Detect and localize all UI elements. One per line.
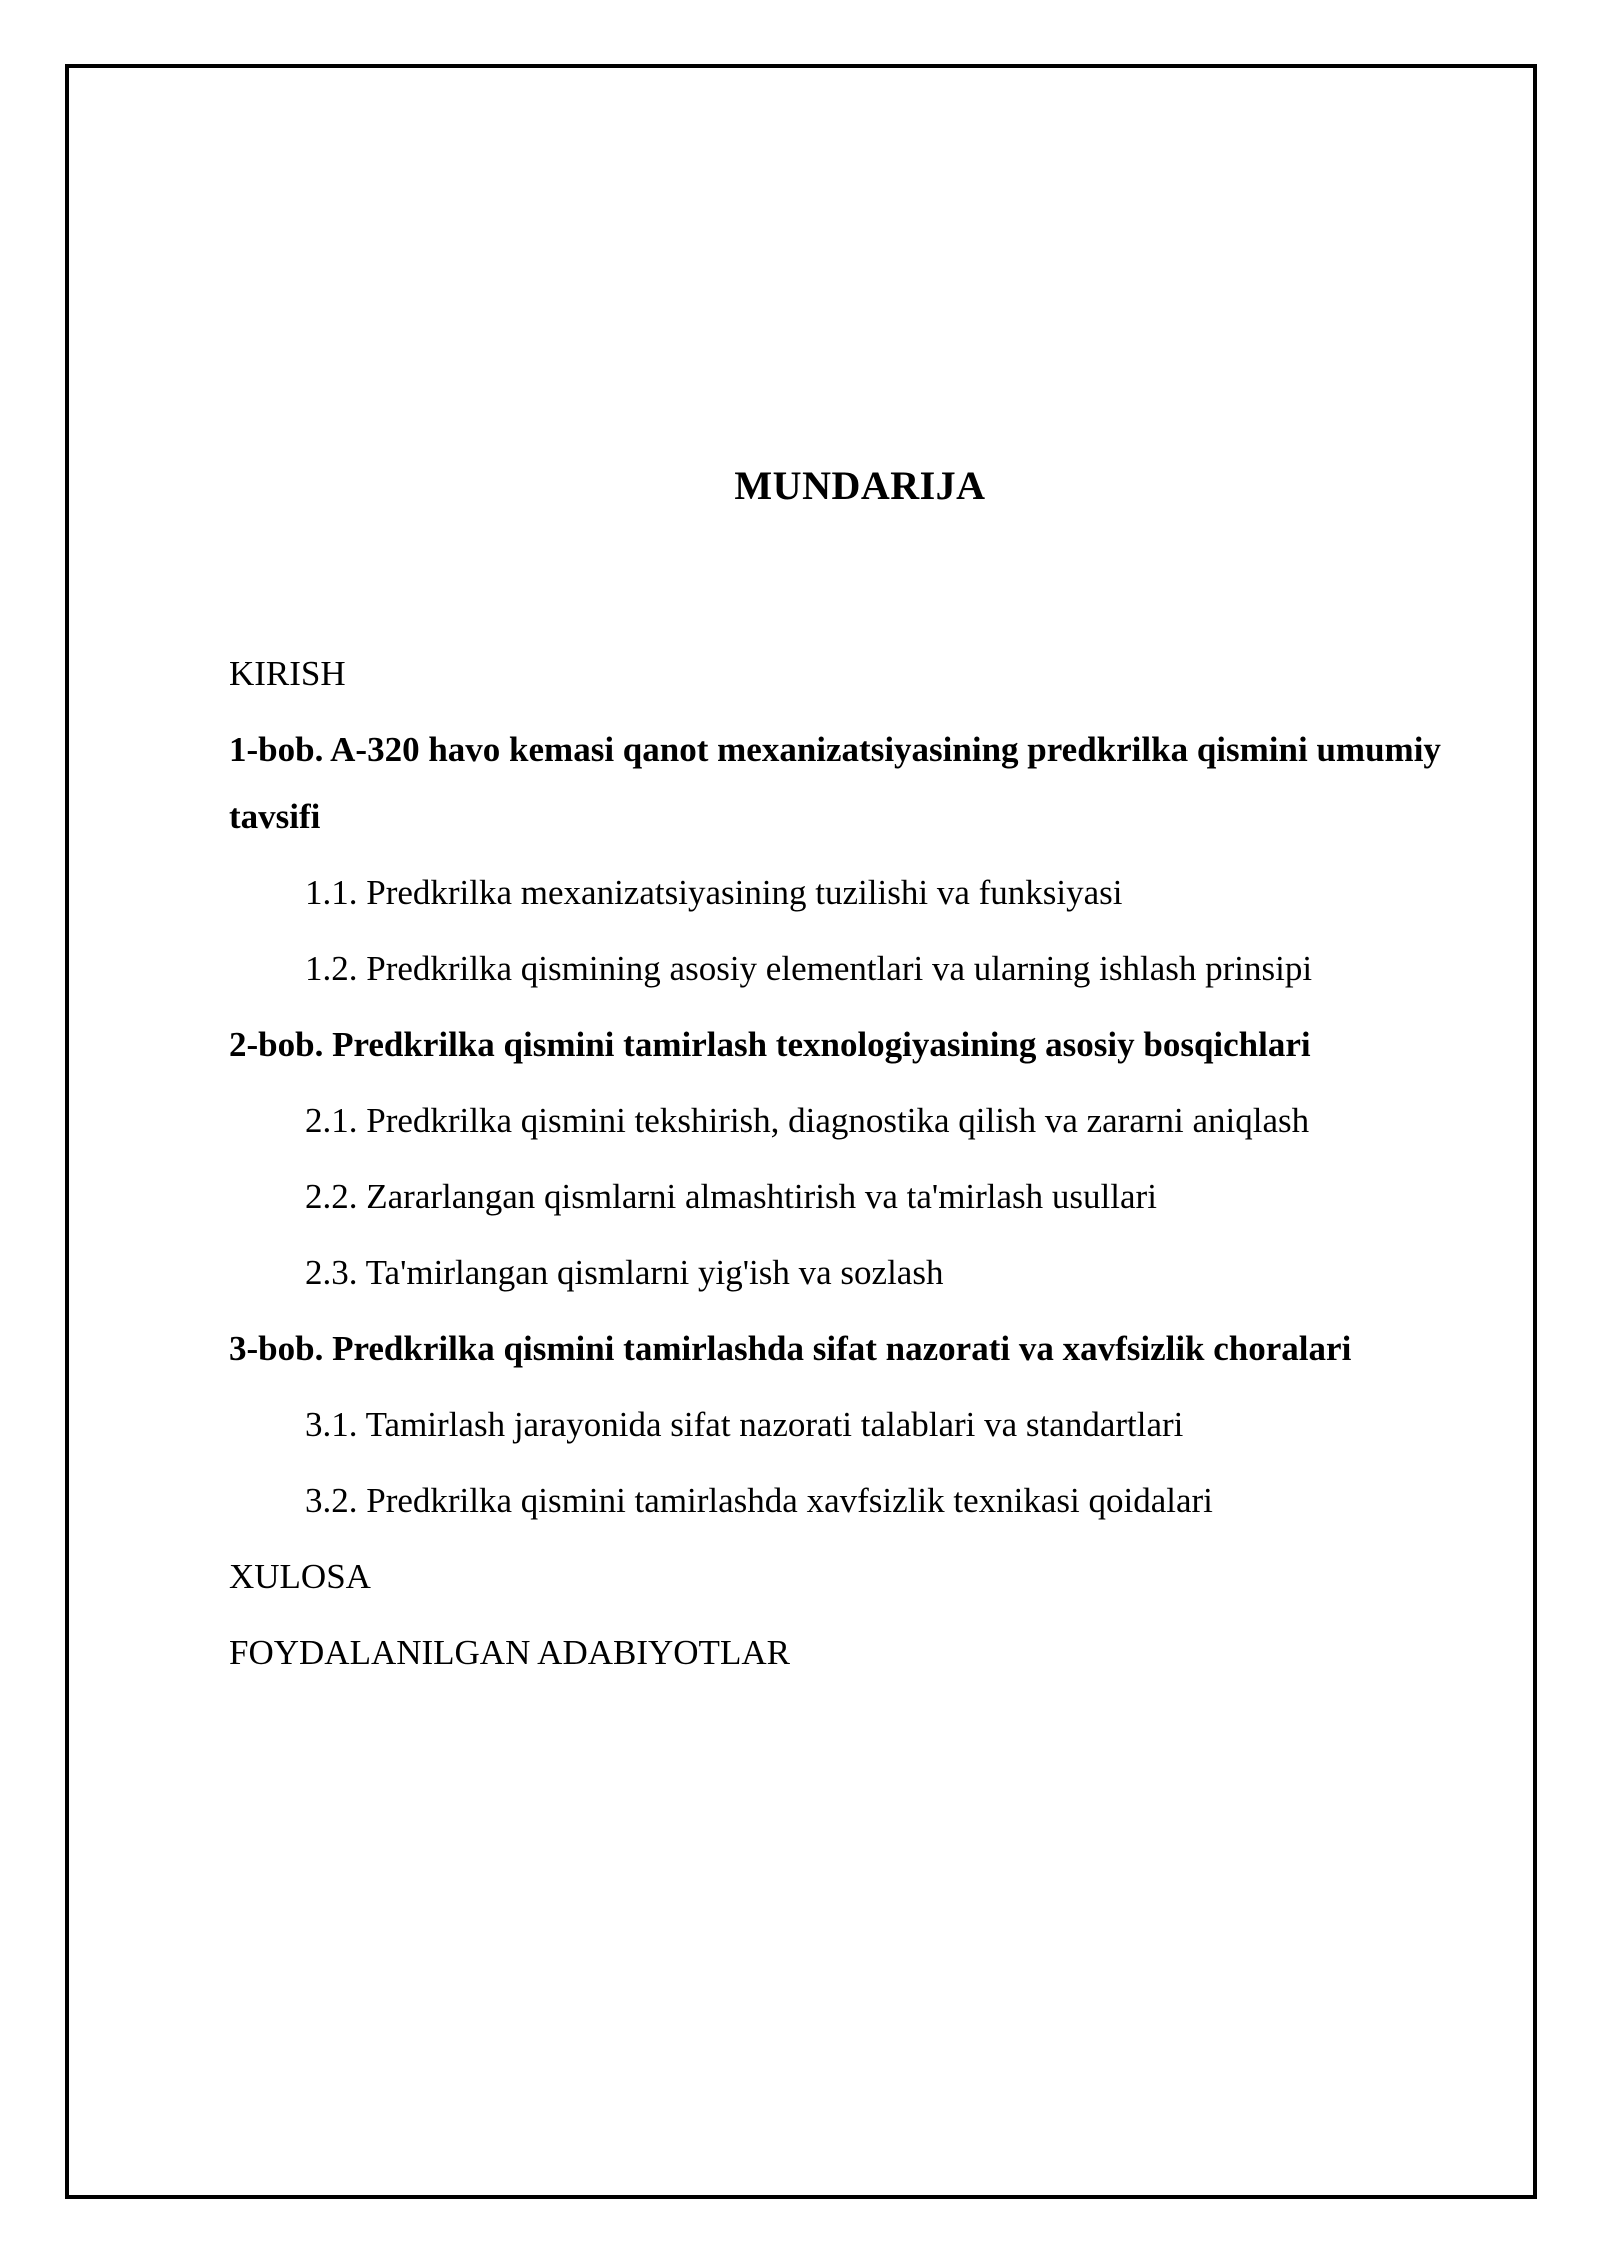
toc-subsection-1-1: 1.1. Predkrilka mexanizatsiyasining tuzilishi va funksiyasi [305,873,1123,912]
toc-entry-xulosa: XULOSA [229,1557,371,1596]
toc-entry-kirish: KIRISH [229,654,346,693]
toc-subsection-3-1: 3.1. Tamirlash jarayonida sifat nazorati talablari va standartlari [305,1405,1184,1444]
page-title: MUNDARIJA [734,463,986,508]
toc-subsection-2-1: 2.1. Predkrilka qismini tekshirish, diagnostika qilish va zararni aniqlash [305,1101,1310,1140]
toc-subsection-2-2: 2.2. Zararlangan qismlarni almashtirish va ta'mirlash usullari [305,1177,1157,1216]
toc-chapter-2: 2-bob. Predkrilka qismini tamirlash texnologiyasining asosiy bosqichlari [229,1025,1311,1064]
toc-chapter-3: 3-bob. Predkrilka qismini tamirlashda sifat nazorati va xavfsizlik choralari [229,1329,1352,1368]
toc-subsection-1-2: 1.2. Predkrilka qismining asosiy elementlari va ularning ishlash prinsipi [305,949,1313,988]
toc-subsection-3-2: 3.2. Predkrilka qismini tamirlashda xavfsizlik texnikasi qoidalari [305,1481,1213,1520]
toc-chapter-1: 1-bob. A-320 havo kemasi qanot mexanizatsiyasining predkrilka qismini umumiy tavsifi [229,730,1441,836]
toc-entry-references: FOYDALANILGAN ADABIYOTLAR [229,1633,790,1672]
toc-subsection-2-3: 2.3. Ta'mirlangan qismlarni yig'ish va sozlash [305,1253,944,1292]
table-of-contents [229,640,1519,1695]
